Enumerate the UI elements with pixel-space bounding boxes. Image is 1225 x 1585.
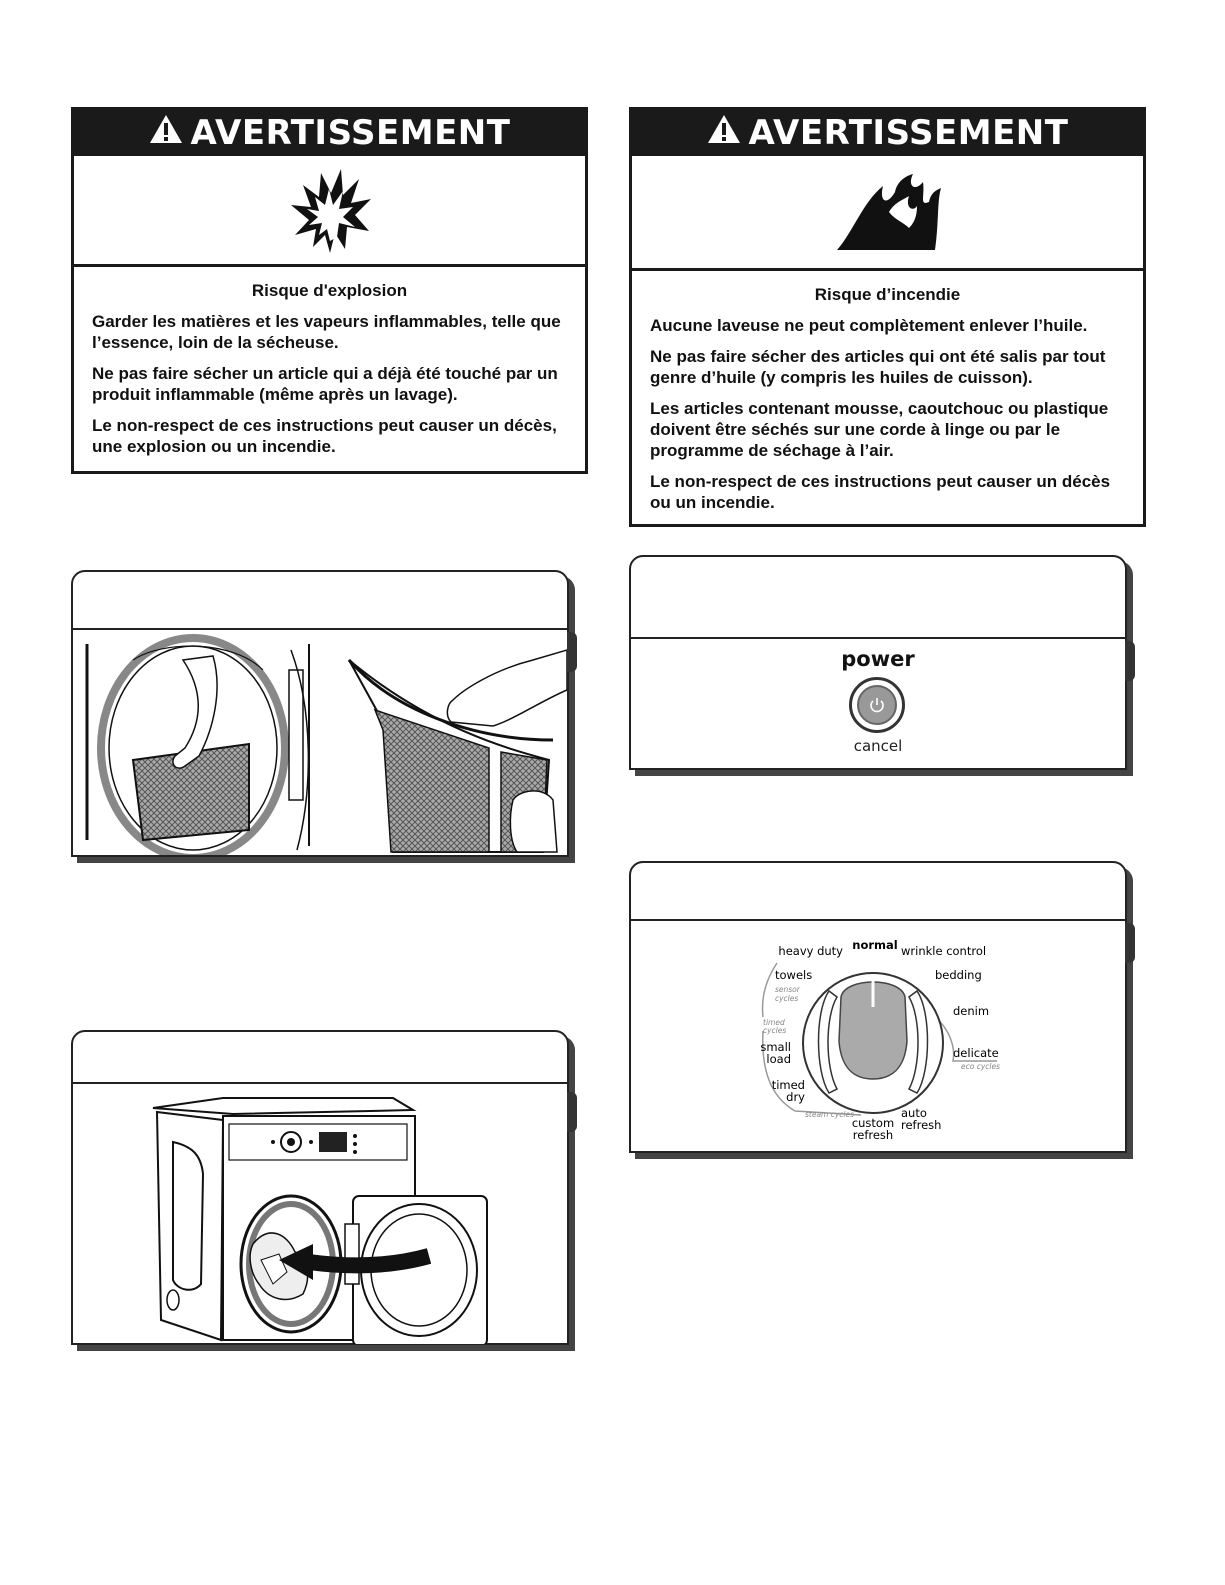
panel-header [73,1032,567,1084]
dryer-loading-illustration [73,1084,567,1349]
panel-tab [567,632,577,672]
cycle-label: auto [901,1106,927,1120]
panel-tab [567,1092,577,1132]
group-label: cycles [775,994,799,1003]
power-panel [629,555,1127,770]
cycle-label: bedding [935,968,982,982]
warning-paragraph: Le non-respect de ces instructions peut causer un décès ou un incendie. [650,472,1111,512]
cycle-dial-panel [629,861,1127,1153]
panel-header [631,557,1125,639]
cycle-label: delicate [953,1046,999,1060]
warning-triangle-icon [149,113,183,153]
warning-triangle-icon [707,113,741,153]
cycle-label: normal [852,938,898,952]
warning-paragraph: Ne pas faire sécher des articles qui ont été salis par tout genre d’huile (y compris les huiles de cuisson). [650,347,1106,387]
cycle-label: small [760,1040,791,1054]
power-button[interactable] [849,677,905,733]
cycle-label: refresh [901,1118,942,1132]
cycle-label: timed [771,1078,805,1092]
warning-subtitle: Risque d'explosion [251,281,408,300]
warning-title: AVERTISSEMENT [190,113,511,153]
warning-title: AVERTISSEMENT [748,113,1069,153]
group-label: cycles [763,1026,787,1035]
explosion-icon [74,156,585,267]
group-label: timed [763,1018,785,1027]
fire-icon [632,156,1143,271]
group-label: steam cycles [805,1110,855,1119]
power-icon [857,685,897,725]
cycle-label: denim [953,1004,990,1018]
cycle-label: towels [775,968,813,982]
loading-panel [71,1030,569,1345]
panel-header [631,863,1125,921]
warning-paragraph: Ne pas faire sécher un article qui a déjà été touché par un produit inflammable (même après un lavage). [92,364,558,404]
warning-header [632,110,1143,156]
cycle-label: heavy duty [778,944,843,958]
cycle-label: refresh [852,1128,894,1142]
lint-screen-illustration [73,630,567,860]
cycle-label: custom [851,1116,895,1130]
cycle-label: wrinkle control [901,944,987,958]
warning-paragraph: Garder les matières et les vapeurs inflammables, telle que l’essence, loin de la sécheuse. [92,312,561,352]
panel-header [73,572,567,630]
panel-tab [1125,923,1135,963]
cancel-label: cancel [853,737,903,755]
group-label: eco cycles [961,1062,1001,1071]
cycle-label: dry [786,1090,805,1104]
warning-paragraph: Les articles contenant mousse, caoutchouc ou plastique doivent être séchés sur une corde à linge ou par le programme de séchage à l’air. [650,399,1109,460]
cycle-label: load [766,1052,791,1066]
warning-box-explosion [71,107,588,474]
lint-screen-panel [71,570,569,857]
warning-paragraph: Le non-respect de ces instructions peut causer un décès, une explosion ou un incendie. [92,416,557,456]
cycle-dial [631,921,1125,1158]
power-label: power [841,647,915,671]
panel-tab [1125,641,1135,681]
warning-paragraph: Aucune laveuse ne peut complètement enlever l’huile. [650,316,1088,335]
group-label: sensor [775,985,800,994]
warning-header [74,110,585,156]
warning-box-fire [629,107,1146,527]
warning-subtitle: Risque d’incendie [814,285,961,304]
